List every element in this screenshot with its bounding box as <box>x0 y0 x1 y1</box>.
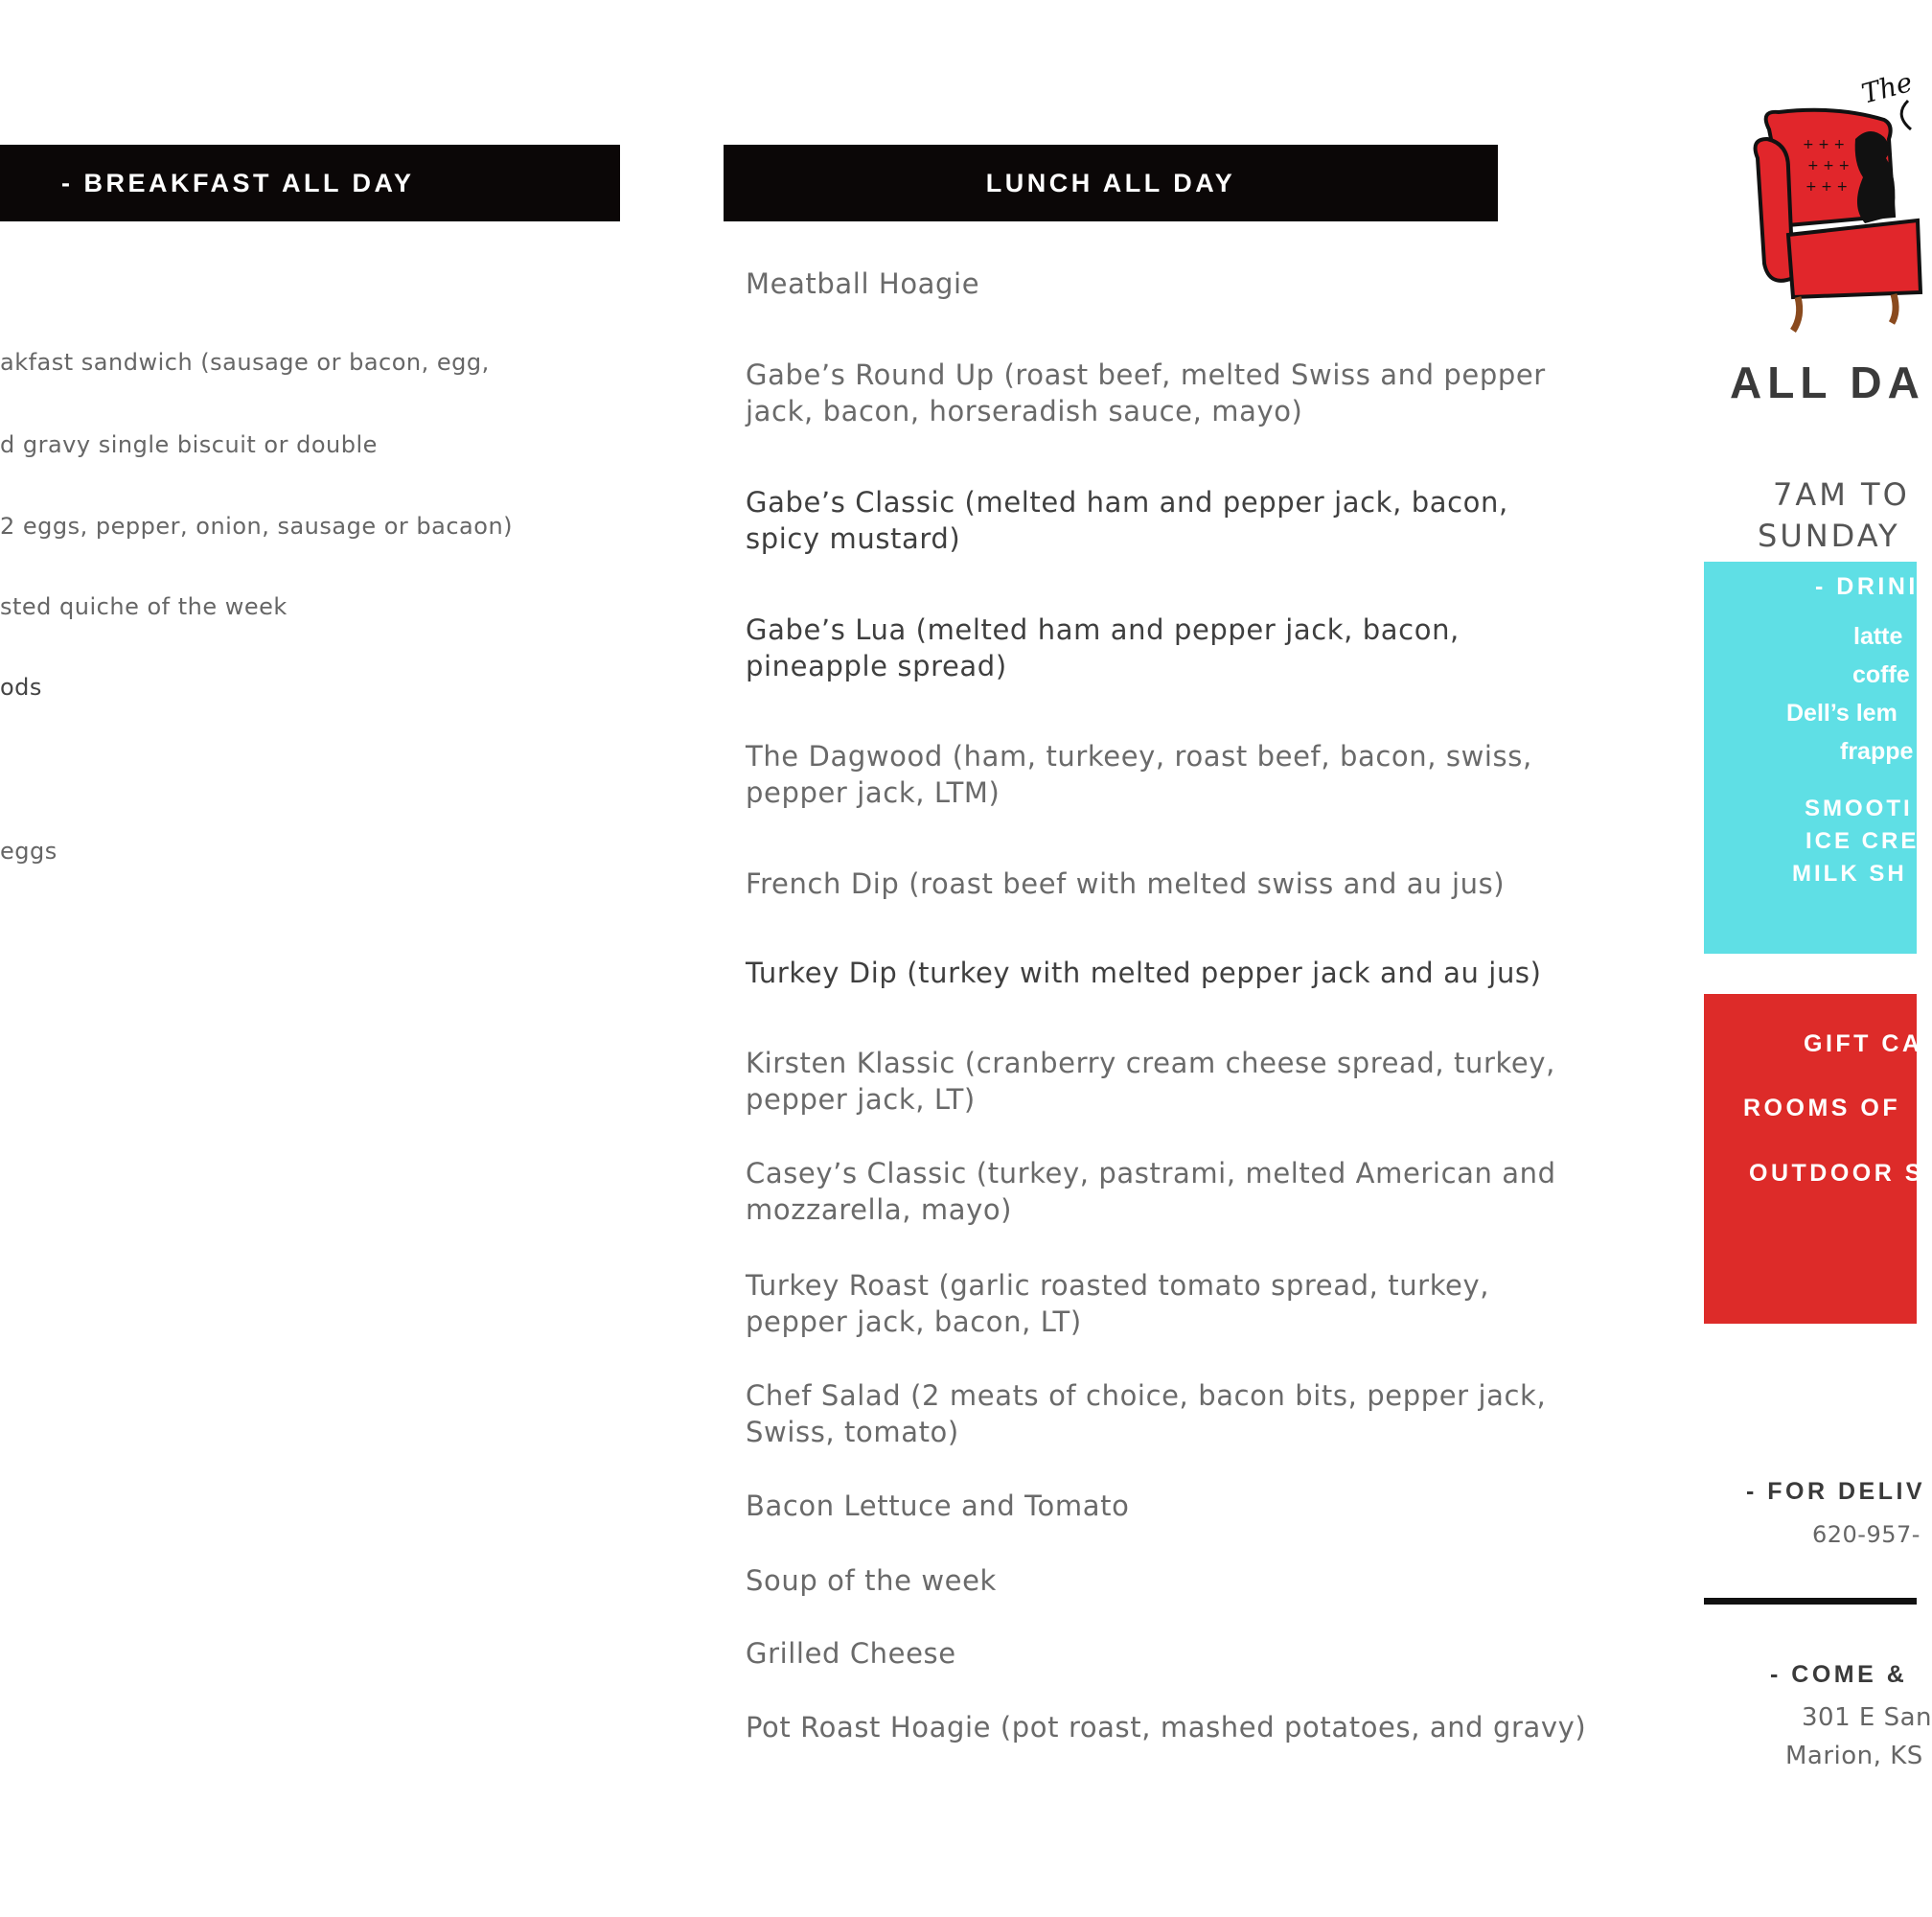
drink-category: MILK SH <box>1792 861 1907 887</box>
breakfast-item: eggs <box>0 838 58 865</box>
drink-category: SMOOTI <box>1805 796 1913 821</box>
breakfast-item: akfast sandwich (sausage or bacon, egg, <box>0 349 490 376</box>
extra-item: GIFT CA <box>1804 1030 1923 1057</box>
lunch-header: LUNCH ALL DAY <box>724 145 1498 221</box>
lunch-item: Gabe’s Classic (melted ham and pepper jack, bacon, spicy mustard) <box>746 486 1508 555</box>
chair-leg <box>1793 297 1800 331</box>
address-line: Marion, KS <box>1785 1742 1923 1770</box>
page-title: ALL DA <box>1730 358 1925 407</box>
drink-item: latte <box>1853 623 1903 650</box>
chair-dog-logo <box>1750 66 1922 340</box>
lunch-item: Soup of the week <box>746 1564 997 1597</box>
svg-text:+ + +: + + + <box>1807 158 1851 173</box>
breakfast-item: ods <box>0 674 42 701</box>
chair-seat <box>1788 220 1920 297</box>
svg-text:+ + +: + + + <box>1803 137 1846 152</box>
visit-header: - COME & <box>1770 1661 1908 1688</box>
breakfast-header: - BREAKFAST ALL DAY <box>0 145 620 221</box>
lunch-item: Gabe’s Lua (melted ham and pepper jack, bacon, pineapple spread) <box>746 613 1460 682</box>
drink-category: ICE CRE <box>1806 828 1920 854</box>
lunch-item: Meatball Hoagie <box>746 267 980 300</box>
chair-leg <box>1892 294 1896 323</box>
hours-line: 7AM TO <box>1773 476 1910 513</box>
divider <box>1704 1598 1917 1605</box>
drink-item: Dell’s lem <box>1786 700 1898 727</box>
logo-script-mark <box>1901 101 1911 129</box>
extra-item: ROOMS OF <box>1743 1095 1901 1121</box>
delivery-header: - FOR DELIV <box>1746 1478 1926 1505</box>
lunch-item: French Dip (roast beef with melted swiss and au jus) <box>746 867 1506 900</box>
chair-arm <box>1756 139 1793 281</box>
lunch-item: The Dagwood (ham, turkeey, roast beef, bacon, swiss, pepper jack, LTM) <box>746 740 1532 809</box>
lunch-item: Pot Roast Hoagie (pot roast, mashed potatoes, and gravy) <box>746 1711 1587 1744</box>
breakfast-item: sted quiche of the week <box>0 593 288 620</box>
chair-tufting <box>1803 137 1850 195</box>
extra-item: OUTDOOR S <box>1749 1160 1924 1187</box>
lunch-item: Grilled Cheese <box>746 1637 956 1670</box>
lunch-item: Casey’s Classic (turkey, pastrami, melted American and mozzarella, mayo) <box>746 1157 1556 1226</box>
logo-text: The <box>1857 66 1916 110</box>
extras-panel <box>1704 994 1924 1324</box>
drinks-header: - DRINI <box>1815 573 1919 600</box>
lunch-item: Chef Salad (2 meats of choice, bacon bits, pepper jack, Swiss, tomato) <box>746 1379 1547 1448</box>
address-line: 301 E San <box>1802 1703 1932 1732</box>
breakfast-item: 2 eggs, pepper, onion, sausage or bacaon) <box>0 513 514 540</box>
svg-text:+ + +: + + + <box>1806 179 1849 195</box>
phone-number: 620-957- <box>1812 1521 1920 1548</box>
lunch-item: Gabe’s Round Up (roast beef, melted Swiss and pepper jack, bacon, horseradish sauce, mayo) <box>746 358 1546 427</box>
lunch-item: Bacon Lettuce and Tomato <box>746 1490 1130 1522</box>
hours-line: SUNDAY <box>1758 518 1900 554</box>
drink-item: frappe <box>1840 738 1914 765</box>
breakfast-item: d gravy single biscuit or double <box>0 431 378 458</box>
lunch-item: Kirsten Klassic (cranberry cream cheese spread, turkey, pepper jack, LT) <box>746 1047 1555 1116</box>
drinks-panel <box>1704 562 1920 954</box>
lunch-item: Turkey Roast (garlic roasted tomato spread, turkey, pepper jack, bacon, LT) <box>746 1269 1490 1338</box>
drink-item: coffe <box>1852 661 1910 688</box>
lunch-item: Turkey Dip (turkey with melted pepper jack and au jus) <box>746 957 1542 989</box>
